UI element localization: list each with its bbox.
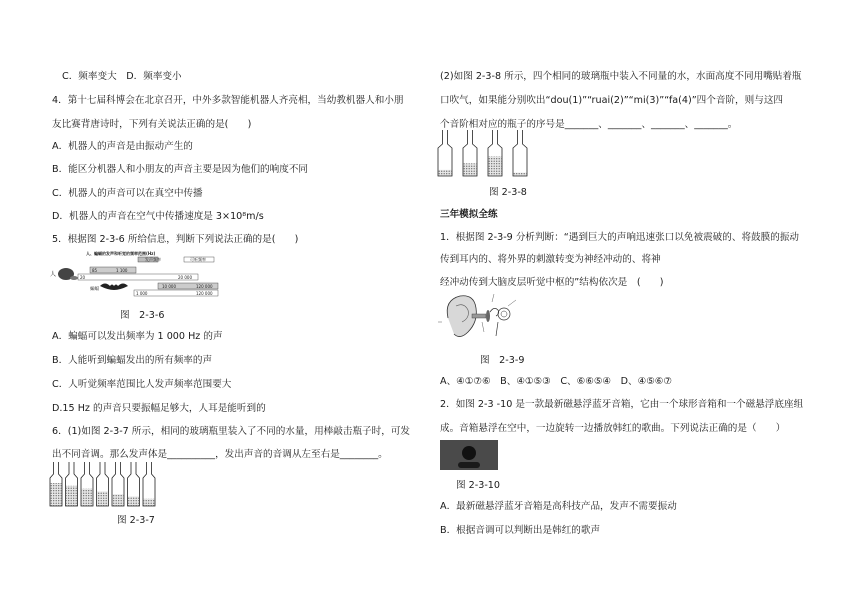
svg-text:85: 85 [92,268,98,273]
figure-2-3-7-bottles [50,462,160,508]
q6-2-line2: 口吹气，如果能分别吹出“dou(1)”“ruai(2)”“mi(3)”“fa(4)”四个音阶，则与这四 [440,95,784,106]
cochlea-icon [498,308,510,320]
bottle-water [514,173,527,176]
svg-text:20 000: 20 000 [178,275,192,280]
svg-text:120 000: 120 000 [196,291,213,296]
figure-2-3-6-frequency-chart [50,250,230,302]
bottle-outline [513,130,527,176]
q4-option-b: B．能区分机器人和小朋友的声音主要是因为他们的响度不同 [52,164,309,175]
bottle-outline [438,130,452,176]
figure-caption-2-3-6: 图 2-3-6 [120,310,165,321]
q2-option-a: A．最新磁悬浮蓝牙音箱是高科技产品，发声不需要振动 [440,501,677,512]
bottle [513,130,527,176]
q6-2-line1: (2)如图 2-3-8 所示，四个相同的玻璃瓶中装入不同量的水，水面高度不同用嘴贴着瓶 [440,71,802,82]
speaker-sphere-icon [462,446,476,460]
q4-stem-line2: 友比赛背唐诗时，下列有关说法正确的是( ) [52,119,252,130]
q1-line1: 1．根据图 2-3-9 分析判断：“遇到巨大的声响迅速张口以免被震破的、将鼓膜的振动 [440,232,800,243]
svg-text:蝙蝠: 蝙蝠 [90,287,99,292]
eustachian-tube [496,322,498,336]
q5-option-b: B．人能听到蝙蝠发出的所有频率的声 [52,355,213,366]
q6-stem-line2: 出不同音调。那么发声体是__________，发出声音的音调从左至右是________。 [52,449,388,460]
bottle [488,130,502,176]
q2-line2: 成。音箱悬浮在空中，一边旋转一边播放韩红的歌曲。下列说法正确的是（ ） [440,423,786,434]
bottle-water [82,489,93,506]
bottle [81,462,93,506]
bottle-water [144,499,155,506]
bottle-water [489,156,502,176]
bottle [66,462,78,506]
figure-2-3-10-speaker-photo [440,440,498,470]
bottle [438,130,452,176]
q4-option-c: C．机器人的声音可以在真空中传播 [52,188,203,199]
figure-caption-2-3-7: 图 2-3-7 [117,515,155,526]
bottle [143,462,155,506]
figure-caption-2-3-9: 图 2-3-9 [480,355,525,366]
bottle-water [128,496,139,506]
q1-line3: 经冲动传到大脑皮层听觉中枢的”结构依次是 ( ) [440,277,664,288]
q3-options: C．频率变大 D．频率变小 [62,71,182,82]
q2-line1: 2．如图 2-3 -10 是一款最新磁悬浮蓝牙音箱，它由一个球形音箱和一个磁悬浮底座组 [440,399,804,410]
figure-2-3-9-ear-diagram [438,292,518,344]
svg-text:120 000: 120 000 [196,284,213,289]
q5-option-c: C．人听觉频率范围比人发声频率范围要大 [52,379,232,390]
q6-stem-line1: 6．(1)如图 2-3-7 所示，相同的玻璃瓶里装入了不同的水量，用棒敲击瓶子时，可发 [52,426,411,437]
q4-stem-line1: 4．第十七届科博会在北京召开，中外多款智能机器人齐亮相，当幼教机器人和小朋 [52,95,404,106]
q5-option-a: A．蝙蝠可以发出频率为 1 000 Hz 的声 [52,331,223,342]
q5-option-d: D.15 Hz 的声音只要振幅足够大，人耳是能听到的 [52,403,266,414]
svg-text:人: 人 [50,271,57,278]
svg-text:20: 20 [80,275,86,280]
q2-option-b: B．根据音调可以判断出是韩红的歌声 [440,525,601,536]
figure-title: 人、蝙蝠的发声和听觉的频率范围(Hz) [86,251,156,256]
bottle-water [66,486,77,506]
bottle [112,462,124,506]
svg-text:10 000: 10 000 [162,284,176,289]
figure-caption-2-3-10: 图 2-3-10 [456,480,500,491]
q1-options: A、④①⑦⑥ B、④①⑤③ C、⑥⑥⑤④ D、④⑤⑥⑦ [440,376,672,387]
bottle-water [51,483,62,506]
figure-caption-2-3-8: 图 2-3-8 [489,187,527,198]
svg-text:发声频率: 发声频率 [145,257,161,262]
section-title: 三年模拟全练 [440,209,498,220]
bottle [50,462,62,506]
bottle-water [439,170,452,176]
bottle-water [97,491,108,506]
q5-stem: 5．根据图 2-3-6 所给信息，判断下列说法正确的是( ) [52,234,299,245]
bottle [128,462,140,506]
figure-2-3-8-bottles [438,130,538,178]
q1-line2: 传到耳内的、将外界的刺激转变为神经冲动的、将神 [440,254,661,265]
svg-text:可听频率: 可听频率 [190,257,206,262]
bottle-water [464,163,477,176]
bottle [463,130,477,176]
svg-text:1 000: 1 000 [136,291,148,296]
bottle-water [113,494,124,506]
q6-2-line3: 个音阶相对应的瓶子的序号是_______、_______、_______、_______。 [440,119,738,130]
bat-icon [100,284,128,291]
q4-option-a: A．机器人的声音是由振动产生的 [52,141,193,152]
ear-canal [472,314,486,318]
levitation-base-icon [458,462,480,468]
q4-option-d: D．机器人的声音在空气中传播速度是 3×10⁸m/s [52,211,264,222]
bottle [97,462,109,506]
ossicles-icon [490,308,499,316]
eardrum [486,310,490,322]
svg-text:1 100: 1 100 [116,268,128,273]
